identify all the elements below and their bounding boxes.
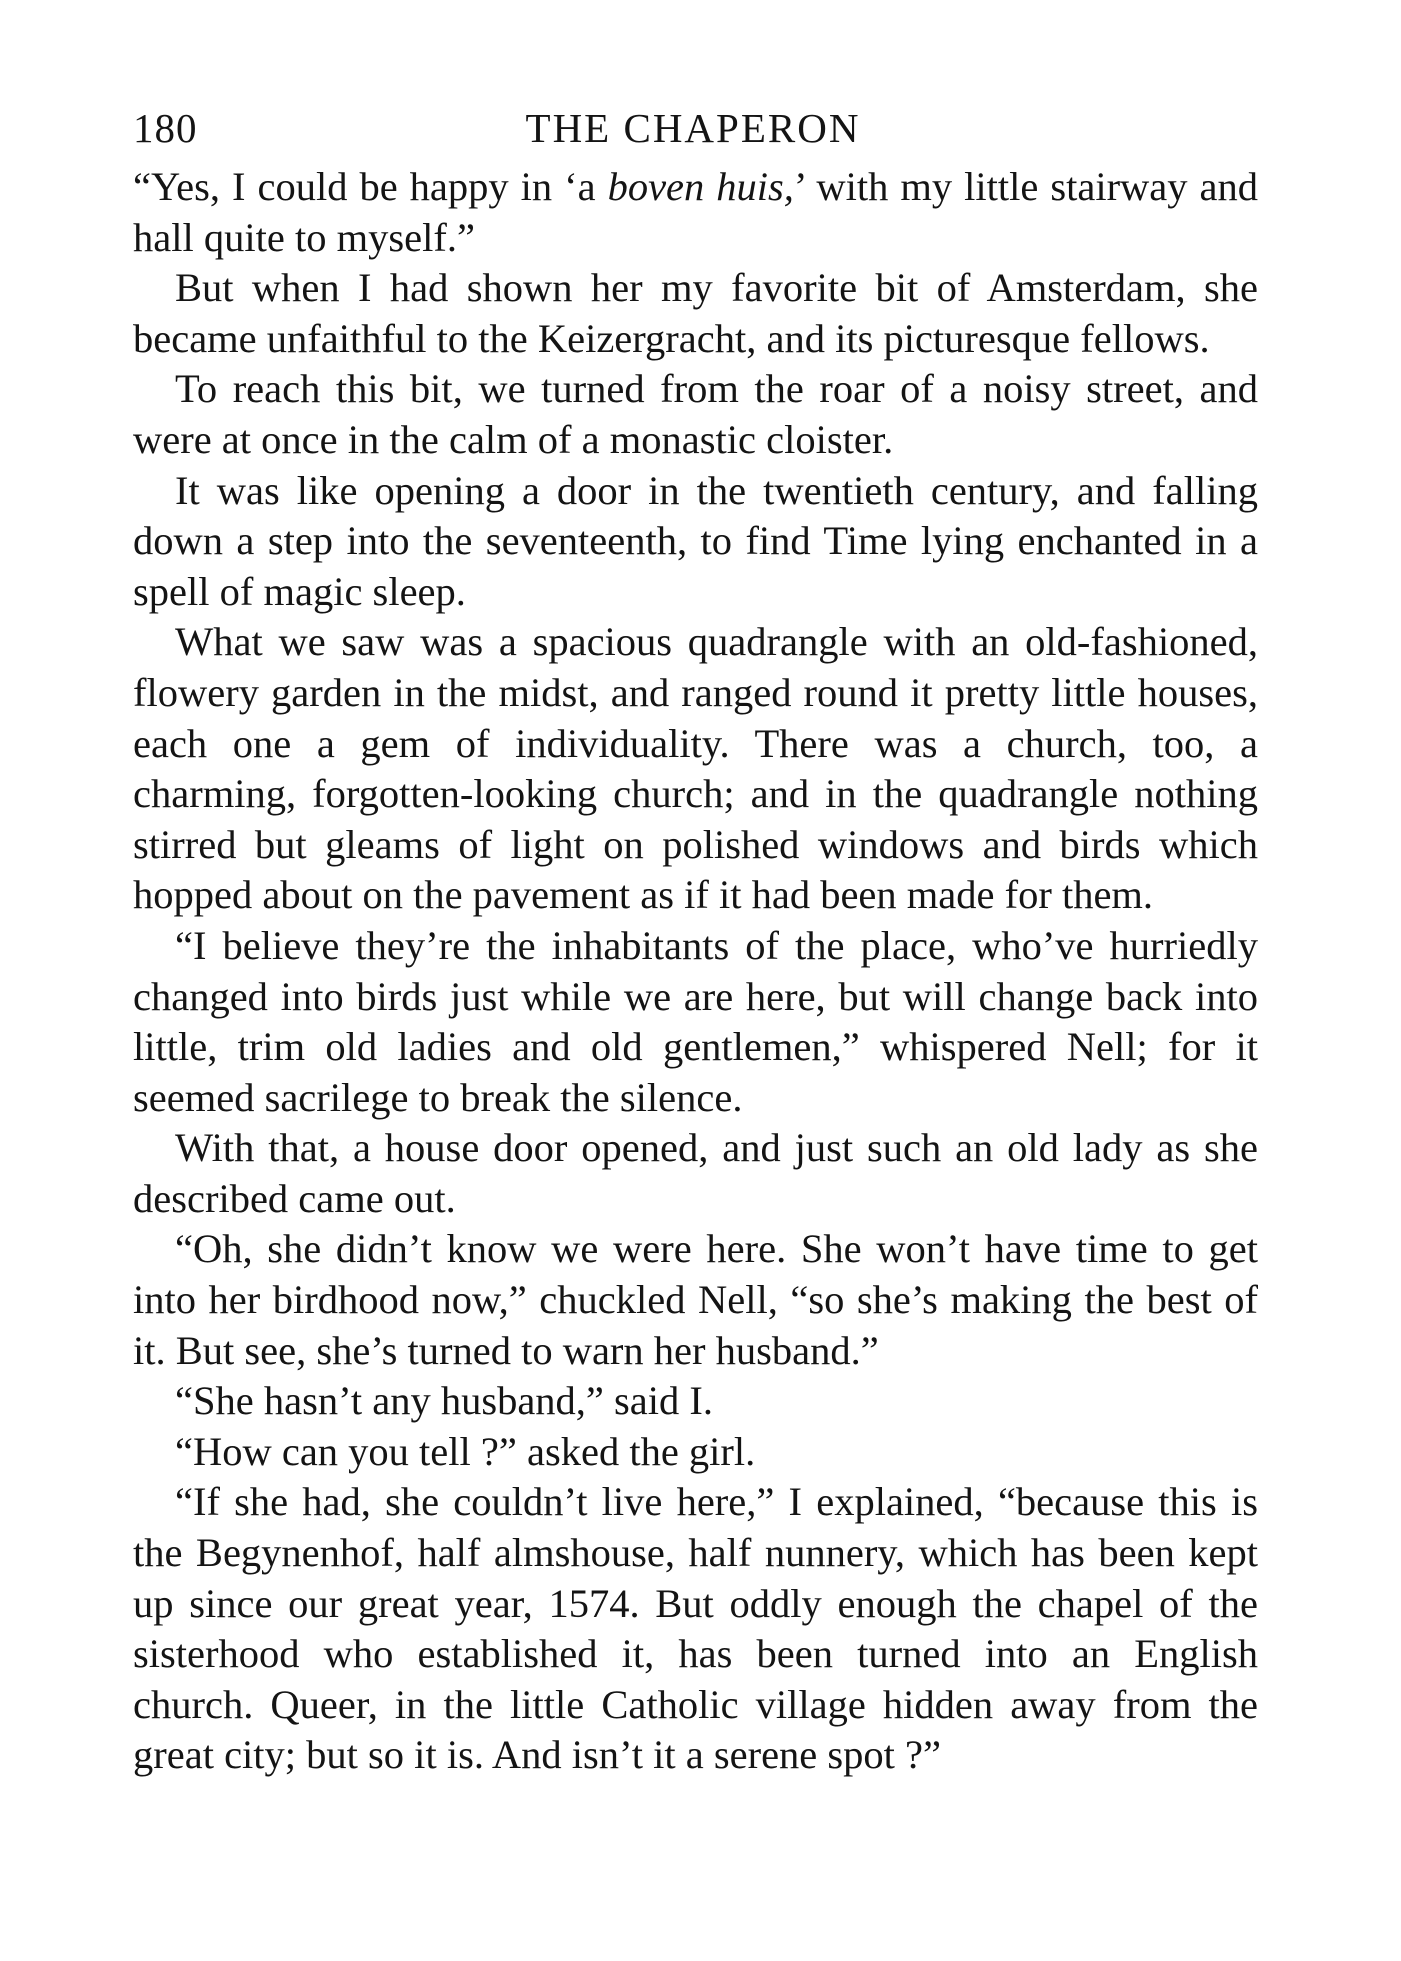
text-run: “Yes, I could be happy in ‘a [133, 164, 608, 209]
text-run: “She hasn’t any husband,” said I. [175, 1378, 714, 1424]
text-run: But when I had shown her my favorite bit of Amsterdam, she became unfaithful to the Keizergracht, and its picturesque fellows. [133, 265, 1258, 361]
text-run: “Oh, she didn’t know we were here. She won’t have time to get into her birdhood now,” chuckled Nell, “so she’s making the best of it. But see, she’s turned to warn her husband.” [133, 1226, 1258, 1373]
paragraph [133, 921, 1258, 1123]
paragraph [133, 1123, 1258, 1224]
running-title: THE CHAPERON [525, 105, 861, 151]
paragraph [133, 1477, 1258, 1781]
paragraph [133, 466, 1258, 618]
paragraph [133, 364, 1258, 465]
paragraph [133, 263, 1258, 364]
page-number: 180 [133, 105, 198, 151]
text-run: To reach this bit, we turned from the roar of a noisy street, and were at once in the calm of a monastic cloister. [133, 366, 1258, 462]
paragraph [133, 617, 1258, 921]
text-run: ’ with my little stairway and hall quite to myself.” [133, 164, 1258, 260]
paragraph [133, 1376, 1258, 1427]
body-text [133, 162, 1258, 1781]
text-run: “How can you tell ?” asked the girl. [175, 1428, 756, 1474]
text-run: “If she had, she couldn’t live here,” I explained, “because this is the Begynenhof, half almshouse, half nunnery, which has been kept up since our great year, 1574. But oddly enough the chapel of the sisterhood who established it, has been turned into an English church. Queer, in the little Catholic village hidden away from the great city; but so it is. And isn’t it a serene spot ?” [133, 1479, 1258, 1778]
running-head [133, 98, 1253, 158]
paragraph [133, 162, 1258, 263]
paragraph [133, 1224, 1258, 1376]
text-run: “I believe they’re the inhabitants of the place, who’ve hurriedly changed into birds just while we are here, but will change back into little, trim old ladies and old gentlemen,” whispered Nell; for it seemed sacrilege to break the silence. [133, 922, 1258, 1120]
paragraph [133, 1427, 1258, 1478]
text-run: With that, a house door opened, and just such an old lady as she described came out. [133, 1125, 1258, 1221]
text-run: What we saw was a spacious quadrangle with an old-fashioned, flowery garden in the midst, and ranged round it pretty little houses, each one a gem of individuality. There was a church, too, a charming, forgotten-looking church; and in the quadrangle nothing stirred but gleams of light on polished windows and birds which hopped about on the pavement as if it had been made for them. [133, 619, 1258, 918]
text-run: It was like opening a door in the twentieth century, and falling down a step into the seventeenth, to find Time lying enchanted in a spell of magic sleep. [133, 467, 1258, 614]
italic-text-run: boven huis, [607, 164, 794, 209]
